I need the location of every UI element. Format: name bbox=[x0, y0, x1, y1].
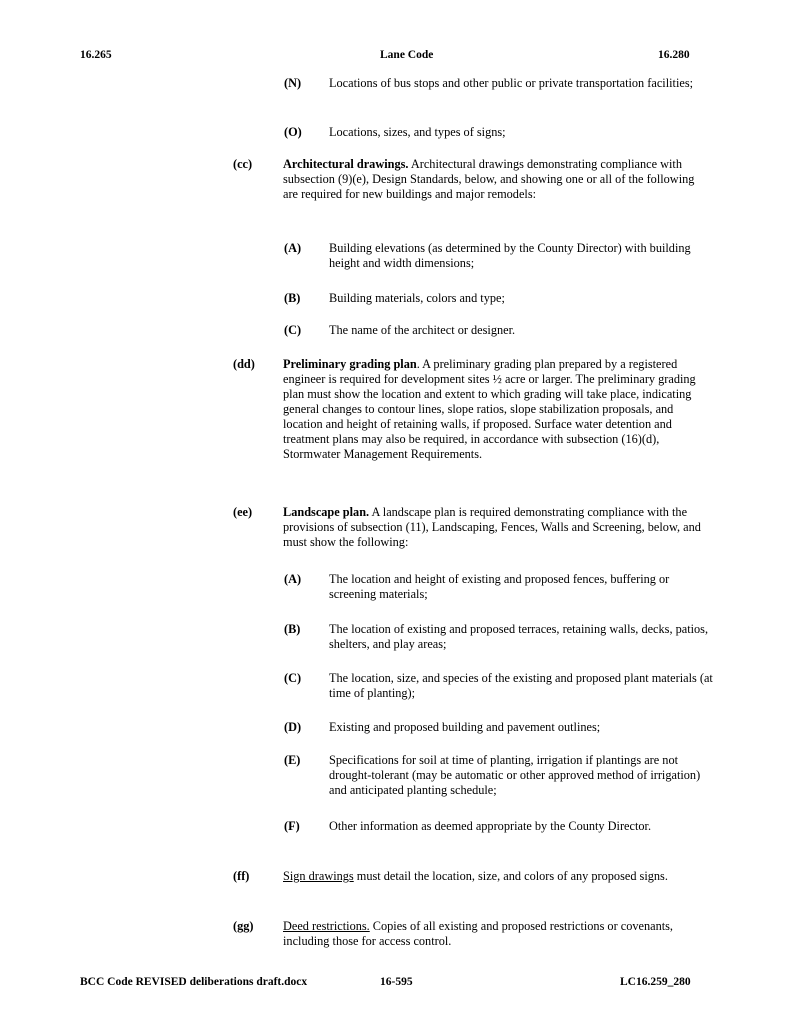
item-text bbox=[283, 357, 708, 462]
item-label: (D) bbox=[284, 720, 302, 734]
item-label: (A) bbox=[284, 572, 302, 586]
item-label: (B) bbox=[284, 622, 301, 636]
item-text: Specifications for soil at time of planting, irrigation if plantings are not drought-tolerant (may be automatic or other approved method of irrigation) and anticipated planting schedule; bbox=[329, 753, 701, 797]
item-text: Locations of bus stops and other public or private transportation facilities; bbox=[329, 76, 694, 90]
item-label: (N) bbox=[284, 76, 302, 90]
item-text bbox=[283, 919, 708, 949]
item-title: Deed restrictions. bbox=[283, 919, 370, 933]
item-label: (gg) bbox=[233, 919, 254, 933]
item-body: must detail the location, size, and colors of any proposed signs. bbox=[353, 869, 668, 883]
header-title: Lane Code bbox=[380, 49, 434, 61]
footer-filename: BCC Code REVISED deliberations draft.docx bbox=[80, 976, 308, 988]
item-text: The location of existing and proposed terraces, retaining walls, decks, patios, shelters, and play areas; bbox=[329, 622, 709, 651]
item-text: Building materials, colors and type; bbox=[329, 291, 505, 305]
item-label: (O) bbox=[284, 125, 302, 139]
item-body: Copies of all existing and proposed restrictions or covenants, including those for access control. bbox=[283, 919, 673, 948]
item-text: The name of the architect or designer. bbox=[329, 323, 516, 337]
item-label: (A) bbox=[284, 241, 302, 255]
item-label: (ee) bbox=[233, 505, 253, 519]
item-text bbox=[283, 157, 708, 202]
item-title: Landscape plan. bbox=[283, 505, 370, 519]
item-label: (C) bbox=[284, 323, 302, 337]
item-text: Building elevations (as determined by the County Director) with building height and width dimensions; bbox=[329, 241, 691, 270]
item-text: Locations, sizes, and types of signs; bbox=[329, 125, 506, 139]
item-label: (C) bbox=[284, 671, 302, 685]
item-title: Architectural drawings. bbox=[283, 157, 409, 171]
item-title: Preliminary grading plan bbox=[283, 357, 417, 371]
item-title: Sign drawings bbox=[283, 869, 354, 883]
item-text: Other information as deemed appropriate by the County Director. bbox=[329, 819, 652, 833]
item-label: (E) bbox=[284, 753, 301, 767]
item-body: A landscape plan is required demonstrating compliance with the provisions of subsection (11), Landscaping, Fences, Walls and Screening, below, and must show the following: bbox=[283, 505, 701, 549]
item-text bbox=[283, 869, 708, 884]
item-body: Architectural drawings demonstrating compliance with subsection (9)(e), Design Standards, below, and showing one or all of the following are required for new buildings and major remodels: bbox=[283, 157, 695, 201]
header-section-start: 16.265 bbox=[80, 49, 112, 61]
item-label: (F) bbox=[284, 819, 300, 833]
footer-page-number: 16-595 bbox=[380, 976, 413, 988]
item-text: Existing and proposed building and pavement outlines; bbox=[329, 720, 601, 734]
item-text bbox=[283, 505, 708, 550]
item-label: (ff) bbox=[233, 869, 250, 883]
item-text: The location and height of existing and proposed fences, buffering or screening materials; bbox=[329, 572, 670, 601]
header-section-end: 16.280 bbox=[658, 49, 690, 61]
item-label: (cc) bbox=[233, 157, 253, 171]
item-label: (B) bbox=[284, 291, 301, 305]
footer-code-range: LC16.259_280 bbox=[620, 976, 691, 988]
item-label: (dd) bbox=[233, 357, 255, 371]
item-body: . A preliminary grading plan prepared by a registered engineer is required for development sites ½ acre or larger. The preliminary grading plan must show the location and extent to which grading will take place, indicating general changes to contour lines, slope ratios, slope stabilization proposals, and location and height of retaining walls, if proposed. Surface water detention and treatment plans may also be required, in accordance with subsection (16)(d), Stormwater Management Requirements. bbox=[283, 357, 696, 461]
item-text: The location, size, and species of the existing and proposed plant materials (at time of planting); bbox=[329, 671, 713, 700]
